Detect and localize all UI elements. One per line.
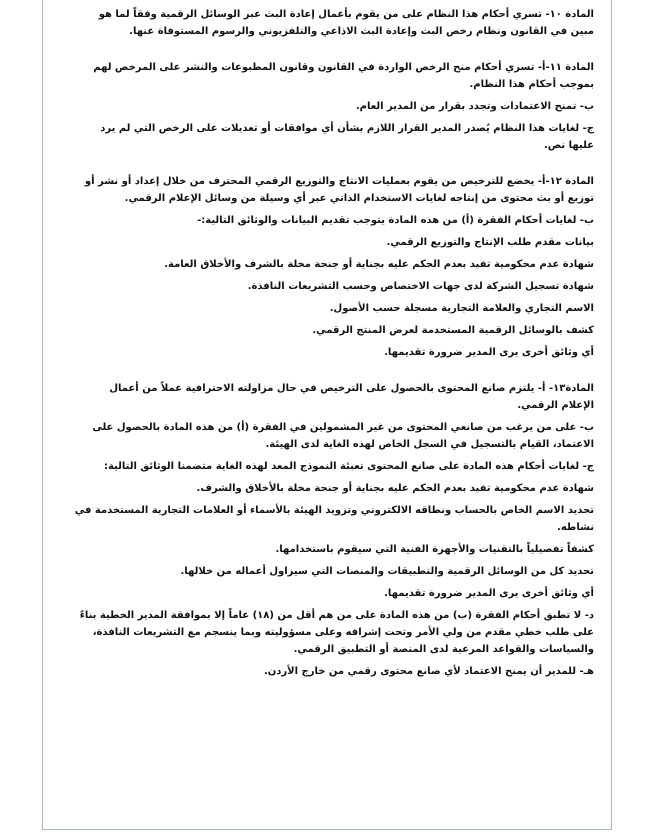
spacer bbox=[74, 366, 594, 380]
article-13-a: المادة١٣- أ- يلتزم صانع المحتوى بالحصول على الترخيص في حال مزاولته الاحترافية عملاً من أعمال الإعلام الرقمي. bbox=[109, 383, 594, 411]
list-item: أي وثائق أخرى يرى المدير ضرورة تقديمها. bbox=[384, 347, 594, 358]
article-13-b: ب- على من يرغب من صانعي المحتوى من غير المشمولين في الفقرة (أ) من هذه المادة بالحصول على الاعتماد، القيام بالتسجيل في السجل الخاص لهذه الغاية لدى الهيئة. bbox=[92, 422, 594, 450]
article-13-e: هـ- للمدير أن يمنح الاعتماد لأي صانع محتوى رقمي من خارج الأردن. bbox=[263, 666, 594, 677]
article-10: المادة ١٠- تسري أحكام هذا النظام على من يقوم بأعمال إعادة البث عبر الوسائل الرقمية وفقاً لما هو مبين في القانون ونظام رخص البث وإعادة البث الاذاعي والتلفزيوني والرسوم المستوفاة عنها. bbox=[98, 9, 594, 37]
list-item: كشف بالوسائل الرقمية المستخدمة لعرض المنتج الرقمي. bbox=[312, 325, 594, 336]
list-item: أي وثائق أخرى يرى المدير ضرورة تقديمها. bbox=[384, 588, 594, 599]
document-body bbox=[74, 6, 594, 685]
list-item: الاسم التجاري والعلامة التجارية مسجلة حسب الأصول. bbox=[329, 303, 594, 314]
spacer bbox=[74, 45, 594, 59]
article-13-d: د- لا تطبق أحكام الفقرة (ب) من هذه المادة على من هم أقل من (١٨) عاماً إلا بموافقة المدير الخطية بناءً على طلب خطي مقدم من ولي الأمر وتحت إشرافه وعلى مسؤوليته وبما ينسجم مع التشريعات النافذة، والسياسات والقواعد المرعية لدى المنصة أو التطبيق الرقمي. bbox=[79, 610, 594, 655]
article-12-a: المادة ١٢-أ- يخضع للترخيص من يقوم بعمليات الانتاج والتوزيع الرقمي المحترف من خلال إعداد أو نشر أو توزيع أو بث محتوى من إنتاجه لغايات الاستخدام الذاتي عبر أي وسيلة من وسائل الإعلام الرقمي. bbox=[84, 176, 594, 204]
list-item: شهادة عدم محكومية تفيد بعدم الحكم عليه بجناية أو جنحة مخلة بالأخلاق والشرف. bbox=[196, 483, 594, 494]
list-item: تحديد كل من الوسائل الرقمية والتطبيقات والمنصات التي سيزاول أعماله من خلالها. bbox=[180, 566, 594, 577]
list-item: كشفاً تفصيلياً بالتقنيات والأجهزة الفنية التي سيقوم باستخدامها. bbox=[275, 544, 594, 555]
list-item: تحديد الاسم الخاص بالحساب ونطاقه الالكتروني وتزويد الهيئة بالأسماء أو العلامات التجارية المستخدمة في نشاطه. bbox=[74, 505, 594, 533]
list-item: بيانات مقدم طلب الإنتاج والتوزيع الرقمي. bbox=[386, 237, 594, 248]
spacer bbox=[74, 159, 594, 173]
article-13-c: ج- لغايات أحكام هذه المادة على صانع المحتوى تعبئة النموذج المعد لهذه الغاية متضمنا الوثائق التالية: bbox=[103, 461, 594, 472]
article-11-b: ب- تمنح الاعتمادات وتجدد بقرار من المدير العام. bbox=[355, 101, 594, 112]
list-item: شهادة تسجيل الشركة لدى جهات الاختصاص وحسب التشريعات النافذة. bbox=[247, 281, 594, 292]
list-item: شهادة عدم محكومية تفيد بعدم الحكم عليه بجناية أو جنحة مخلة بالشرف والأخلاق العامة. bbox=[164, 259, 594, 270]
article-11-a: المادة ١١-أ- تسري أحكام منح الرخص الواردة في القانون وقانون المطبوعات والنشر على المرخص لهم بموجب أحكام هذا النظام. bbox=[93, 62, 594, 90]
article-11-c: ج- لغايات هذا النظام يُصدر المدير القرار اللازم بشأن أي موافقات أو تعديلات على الرخص التي لم يرد عليها نص. bbox=[100, 123, 594, 151]
article-12-b: ب- لغايات أحكام الفقرة (أ) من هذه المادة يتوجب تقديم البيانات والوثائق التالية:- bbox=[197, 215, 594, 226]
